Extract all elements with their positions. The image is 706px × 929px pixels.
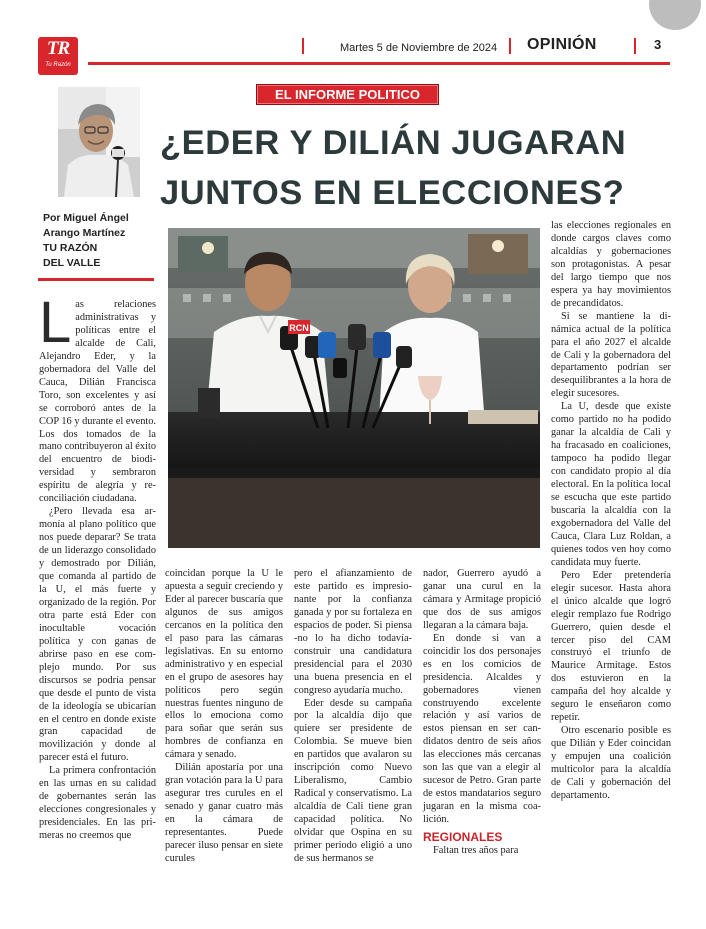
- article-paragraph-text: as relaciones administrativas y políticas entre el alcalde de Cali, Alejandro Eder, y la gobernadora del Valle del Cauca, Dilián Francisca Toro, son excelentes y así se corroboró antes de la COP 16 y durante el evento. Los dos tomados de la mano contribuyeron al éxito del encuentro de biodiversidad y sembraron espíritu de alegría y reconciliación ciudadana.: [39, 299, 156, 505]
- article-column-1: [39, 290, 156, 843]
- article-paragraph: [39, 290, 156, 506]
- mic-flag-label: RCN: [289, 323, 309, 333]
- header-divider: [302, 38, 304, 54]
- article-paragraph: Pero Eder pretendería elegir sucesor. Hasta ahora el único alcalde que logró elegir remplazo fue Rodrigo Guerrero, quien desde el tercer piso del CAM construyó el triunfo de Maurice Armitage. Estos dos estuvieron en la campaña del hoy alcalde y seguro le enseñaron como repetir.: [551, 569, 671, 724]
- article-paragraph: La U, desde que existe como partido no ha podido ganar la alcaldía de Cali y ha fracasado en coaliciones, tampoco ha podido llegar con candidato propio al día electoral. En la política local se escucha que este partido buscaría la alcaldía con la exgobernadora del Valle del Cauca, Clara Luz Roldan, a quienes todos ven hoy como candidata muy fuerte.: [551, 401, 671, 568]
- section-name: OPINIÓN: [527, 36, 597, 53]
- article-paragraph: coincidan porque la U le apuesta a seguir creciendo y Eder al parecer buscaría que algunos de sus amigos cercanos en la política den el paso para las cámaras legislativas. En su entorno administrativo y en especial en el grupo de asesores hay políticos pero según nuestras fuentes ninguno de ellos lo emociona como para soñar que serán sus hombres de confianza en cámara y senado.: [165, 568, 283, 761]
- drop-cap: L: [39, 290, 72, 355]
- byline-rule: [38, 278, 154, 281]
- author-name-line-1: Por Miguel Ángel: [43, 212, 129, 224]
- newspaper-logo: [38, 37, 78, 75]
- author-byline: [43, 211, 129, 271]
- column-kicker: EL INFORME POLITICO: [256, 84, 439, 105]
- author-portrait-icon: [58, 87, 140, 197]
- logo-mark: TR: [46, 38, 70, 59]
- article-paragraph: pero el afianzamiento de este partido es impresionante por la confianza ganada y por su fortaleza en espacios de poder. Si piensa -no lo ha dicho todavía- construir una candidatura presidencial para el 2030 una buena presencia en el congreso ayudaría mucho.: [294, 568, 412, 696]
- issue-date: Martes 5 de Noviembre de 2024: [340, 42, 498, 54]
- article-paragraph: Dilián apostaría por una gran votación para la U para asegurar tres curules en el senado y ganar cuatro más en la cámara de representantes. Puede parecer iluso pensar en siete curules: [165, 762, 283, 864]
- logo-subtext: Tu Razón: [45, 62, 71, 68]
- author-outlet-line-1: TU RAZÓN: [43, 242, 98, 254]
- article-column-4: [423, 568, 541, 858]
- article-paragraph: Otro escenario posible es que Dilián y Eder coincidan y empujen una coalición multicolor para la alcaldía de Cali y gobernación del departamento.: [551, 725, 671, 801]
- article-paragraph: En donde si van a coincidir los dos personajes es en los comicios de presidencia. Alcaldes y gobernadores vienen construyendo excelente relación y así varios de estos piensan en ser candidatos dentro de seis años las elecciones más cercanas son las que van a elegir al sucesor de Petro. Gran parte de estos mandatarios seguro jugaran en la misma coalición.: [423, 632, 541, 826]
- article-paragraph: nador, Guerrero ayudó a ganar una curul en la cámara y Armitage propició que dos de sus amigos llegaran a la cámara baja.: [423, 568, 541, 631]
- headline: [160, 118, 680, 218]
- article-paragraph: Faltan tres años para: [433, 845, 519, 857]
- headline-line-1: ¿EDER Y DILIÁN JUGARAN: [160, 124, 627, 162]
- page-number: 3: [654, 37, 662, 52]
- article-column-3: [294, 568, 412, 866]
- article-paragraph: La primera confrontación en las urnas en su calidad de gobernantes serán las elecciones congresionales y presidenciales. En las primeras no creemos que: [39, 765, 156, 842]
- press-conference-photo: [168, 228, 540, 548]
- author-name-line-2: Arango Martínez: [43, 227, 126, 239]
- author-outlet-line-2: DEL VALLE: [43, 257, 101, 269]
- article-paragraph: ¿Pero llevada esa armonía al plano político que nos puede deparar? Se trata de un liderazgo consolidado y demostrado por Dilián, que comanda al partido de la U, el más fuerte y organizado de la región. Por otra parte está Eder con inocultable vocación política y con ganas de abrirse paso en ese complejo mundo. Por sus discursos se podría pensar que desde el punto de vista de la ideología se ubicarían en el centro en donde existe gran capacidad de movilización y donde al parecer está el futuro.: [39, 506, 156, 764]
- article-column-2: [165, 568, 283, 866]
- article-paragraph: Eder desde su campaña por la alcaldía dijo que quiere ser presidente de Colombia. Se mueve bien en partidos que avalaron su inscripción como Nuevo Liberalismo, Cambio Radical y conservatismo. La alcaldía de Cali tiene gran capacidad política. No olvidar que Ospina en su primer periodo eligió a uno de sus hermanos se: [294, 697, 412, 864]
- article-paragraph: las elecciones regionales en donde cargos claves como alcaldías y gobernaciones son protagonistas. A pesar del largo tiempo que nos espera ya hay movimientos de precandidatos.: [551, 220, 671, 309]
- article-column-5: [551, 220, 671, 803]
- header-divider: [634, 38, 636, 54]
- header-divider: [509, 38, 511, 54]
- headline-line-2: JUNTOS EN ELECCIONES?: [160, 174, 625, 212]
- page-curl-decoration: [649, 0, 701, 30]
- article-paragraph: Si se mantiene la dinámica actual de la política para el año 2027 el alcalde de Cali y la gobernadora del departamento podrían ser desequilibrantes a la hora de elegir sucesores.: [551, 310, 671, 400]
- section-subheading: REGIONALES: [423, 830, 503, 845]
- header-rule: [88, 62, 670, 65]
